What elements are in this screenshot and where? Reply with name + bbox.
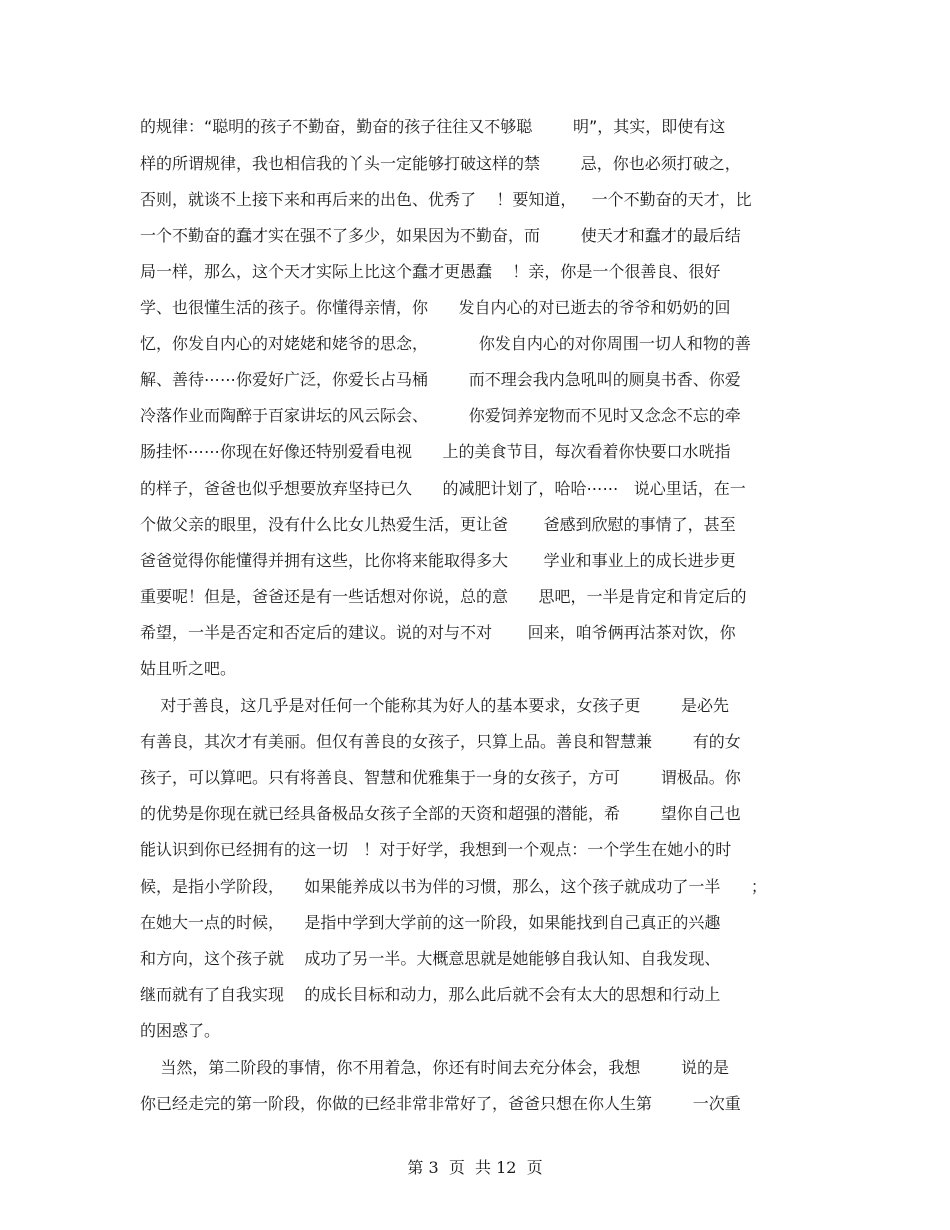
- text-line: 冷落作业而陶醉于百家讲坛的风云际会、 你爱饲养宠物而不见时又念念不忘的牵: [140, 406, 741, 425]
- text-line: 的困惑了。: [140, 1021, 221, 1040]
- text-line: 能认识到你已经拥有的这一切 ！对于好学，我想到一个观点：一个学生在她小的时: [140, 840, 732, 859]
- text-line: 对于善良，这几乎是对任何一个能称其为好人的基本要求，女孩子更 是必先: [140, 696, 730, 715]
- text-line: 孩子，可以算吧。只有将善良、智慧和优雅集于一身的女孩子，方可 谓极品。你: [140, 768, 741, 787]
- text-line: 姑且听之吧。: [140, 659, 237, 678]
- text-line: 继而就有了自我实现 的成长目标和动力，那么此后就不会有太大的思想和行动上: [140, 985, 721, 1004]
- text-line: 肠挂怀⋯⋯你现在好像还特别爱看电视 上的美食节目，每次看着你快要口水咣指: [140, 442, 731, 461]
- text-line: 你已经走完的第一阶段，你做的已经非常非常好了，爸爸只想在你人生第 一次重: [140, 1094, 741, 1113]
- text-line: 的优势是你现在就已经具备极品女孩子全部的天资和超强的潜能，希 望你自己也: [140, 804, 741, 823]
- text-line: 当然，第二阶段的事情，你不用着急，你还有时间去充分体会，我想 说的是: [140, 1058, 730, 1077]
- text-line: 学、也很懂生活的孩子。你懂得亲情，你 发自内心的对已逝去的爷爷和奶奶的回: [140, 298, 731, 317]
- text-line: 候，是指小学阶段， 如果能养成以书为伴的习惯，那么，这个孩子就成功了一半 ；: [140, 877, 767, 896]
- text-line: 局一样，那么，这个天才实际上比这个蠢才更愚蠢 ！亲，你是一个很善良、很好: [140, 262, 721, 281]
- text-line: 的样子，爸爸也似乎想要放弃坚持已久 的减肥计划了，哈哈⋯⋯ 说心里话，在一: [140, 479, 746, 498]
- text-line: 否则，就谈不上接下来和再后来的出色、优秀了 ！要知道， 一个不勤奋的天才，比: [140, 190, 752, 209]
- text-line: 和方向，这个孩子就 成功了另一半。大概意思就是她能够自我认知、自我发现、: [140, 949, 721, 968]
- text-line: 解、善待⋯⋯你爱好广泛，你爱长占马桶 而不理会我内急吼叫的厕臭书香、你爱: [140, 370, 741, 389]
- text-line: 希望，一半是否定和否定后的建议。说的对与不对 回来，咱爷俩再沽茶对饮，你: [140, 623, 736, 642]
- page-footer: 第 3 页 共 12 页: [407, 1158, 543, 1177]
- text-line: 有善良，其次才有美丽。但仅有善良的女孩子，只算上品。善良和智慧兼 有的女: [140, 732, 741, 751]
- text-line: 爸爸觉得你能懂得并拥有这些，比你将来能取得多大 学业和事业上的成长进步更: [140, 551, 736, 570]
- text-line: 忆，你发自内心的对姥姥和姥爷的思念， 你发自内心的对你周围一切人和物的善: [140, 334, 751, 353]
- text-line: 重要呢！但是，爸爸还是有一些话想对你说，总的意 思吧，一半是肯定和肯定后的: [140, 587, 747, 606]
- text-line: 样的所谓规律，我也相信我的丫头一定能够打破这样的禁 忌，你也必须打破之，: [140, 154, 741, 173]
- text-line: 在她大一点的时候， 是指中学到大学前的这一阶段，如果能找到自己真正的兴趣: [140, 913, 721, 932]
- text-line: 一个不勤奋的蠢才实在强不了多少，如果因为不勤奋，而 使天才和蠢才的最后结: [140, 226, 741, 245]
- text-line: 个做父亲的眼里，没有什么比女儿热爱生活，更让爸 爸感到欣慰的事情了，甚至: [140, 515, 736, 534]
- text-line: 的规律：“聪明的孩子不勤奋，勤奋的孩子往往又不够聪 明”，其实，即使有这: [140, 117, 726, 136]
